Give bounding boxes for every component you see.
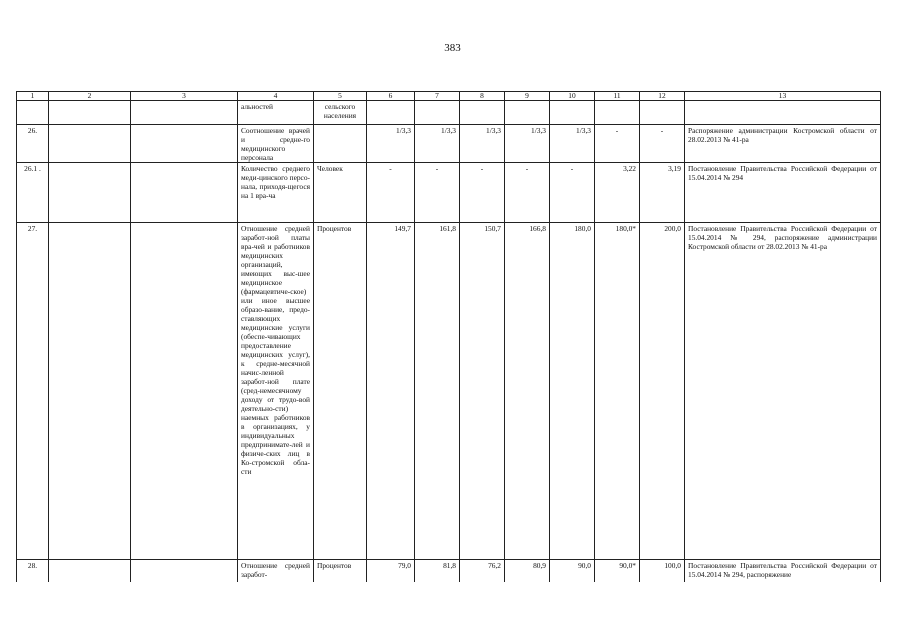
value-cell: - xyxy=(550,163,595,223)
value-cell: 161,8 xyxy=(415,223,460,560)
header-cell: 1 xyxy=(17,92,49,101)
value-cell: 76,2 xyxy=(460,560,505,582)
value-cell: 3,19 xyxy=(640,163,685,223)
value-cell xyxy=(505,101,550,125)
value-cell xyxy=(595,101,640,125)
header-cell: 4 xyxy=(238,92,314,101)
value-cell: 200,0 xyxy=(640,223,685,560)
source-cell: Распоряжение администрации Костромской области от 28.02.2013 № 41-ра xyxy=(685,125,881,163)
source-cell: Постановление Правительства Российской Федерации от 15.04.2014 № 294, распоряжение администрации Костромской области от 28.02.2013 № 41-ра xyxy=(685,223,881,560)
value-cell: - xyxy=(595,125,640,163)
empty-cell xyxy=(131,223,238,560)
value-cell: 166,8 xyxy=(505,223,550,560)
value-cell: 79,0 xyxy=(367,560,415,582)
value-cell: 1/3,3 xyxy=(460,125,505,163)
header-cell: 10 xyxy=(550,92,595,101)
empty-cell xyxy=(49,223,131,560)
source-cell xyxy=(685,101,881,125)
unit-cell xyxy=(314,125,367,163)
value-cell xyxy=(460,101,505,125)
value-cell: 90,0 xyxy=(550,560,595,582)
indicator-name: Отношение средней заработ-ной платы вра-чей и работников медицинских организаций, имеющих выс-шее медицинское (фармацевтиче-ское) или иное высшее образо-вание, предо-ставляющих медицинские услуги (обеспе-чивающих предоставление медицинских услуг), к средне-месячной начис-ленной заработ-ной плате (сред-немесячному доходу от трудо-вой деятельно-сти) наемных работников в организациях, у индивидуальных предпринимате-лей и физиче-ских лиц в Ко-стромской обла-сти xyxy=(238,223,314,560)
header-cell: 3 xyxy=(131,92,238,101)
header-cell: 5 xyxy=(314,92,367,101)
value-cell xyxy=(550,101,595,125)
row-number: 26.1 . xyxy=(17,163,49,223)
empty-cell xyxy=(49,163,131,223)
indicator-name: Количество среднего меди-цинского персо-нала, приходя-щегося на 1 вра-ча xyxy=(238,163,314,223)
value-cell: - xyxy=(460,163,505,223)
value-cell xyxy=(415,101,460,125)
table-row xyxy=(17,223,881,560)
value-cell: 100,0 xyxy=(640,560,685,582)
indicator-name: Отношение средней заработ- xyxy=(238,560,314,582)
column-number-row xyxy=(17,92,881,101)
unit-cell: Процентов xyxy=(314,560,367,582)
empty-cell xyxy=(49,101,131,125)
indicator-name: Соотношение врачей и средне-го медицинского персонала xyxy=(238,125,314,163)
table-row xyxy=(17,101,881,125)
header-cell: 8 xyxy=(460,92,505,101)
value-cell: 1/3,3 xyxy=(550,125,595,163)
value-cell: 80,9 xyxy=(505,560,550,582)
empty-cell xyxy=(131,560,238,582)
value-cell: 180,0* xyxy=(595,223,640,560)
table-row xyxy=(17,560,881,582)
table-row xyxy=(17,163,881,223)
header-cell: 11 xyxy=(595,92,640,101)
value-cell: - xyxy=(415,163,460,223)
value-cell xyxy=(367,101,415,125)
indicator-table xyxy=(16,91,881,582)
header-cell: 12 xyxy=(640,92,685,101)
value-cell: 81,8 xyxy=(415,560,460,582)
indicator-name: альностей xyxy=(238,101,314,125)
row-number xyxy=(17,101,49,125)
value-cell: 1/3,3 xyxy=(367,125,415,163)
value-cell: 1/3,3 xyxy=(505,125,550,163)
table-row xyxy=(17,125,881,163)
page-number: 383 xyxy=(444,42,461,54)
value-cell: - xyxy=(640,125,685,163)
source-cell: Постановление Правительства Российской Федерации от 15.04.2014 № 294, распоряжение xyxy=(685,560,881,582)
row-number: 26. xyxy=(17,125,49,163)
value-cell: 150,7 xyxy=(460,223,505,560)
unit-cell: Человек xyxy=(314,163,367,223)
value-cell xyxy=(640,101,685,125)
value-cell: 90,0* xyxy=(595,560,640,582)
unit-cell: Процентов xyxy=(314,223,367,560)
row-number: 27. xyxy=(17,223,49,560)
value-cell: 1/3,3 xyxy=(415,125,460,163)
value-cell: 149,7 xyxy=(367,223,415,560)
empty-cell xyxy=(49,560,131,582)
value-cell: - xyxy=(367,163,415,223)
header-cell: 9 xyxy=(505,92,550,101)
unit-cell: сельского населения xyxy=(314,101,367,125)
header-cell: 7 xyxy=(415,92,460,101)
value-cell: - xyxy=(505,163,550,223)
value-cell: 3,22 xyxy=(595,163,640,223)
empty-cell xyxy=(131,163,238,223)
empty-cell xyxy=(131,125,238,163)
header-cell: 2 xyxy=(49,92,131,101)
source-cell: Постановление Правительства Российской Федерации от 15.04.2014 № 294 xyxy=(685,163,881,223)
empty-cell xyxy=(131,101,238,125)
header-cell: 6 xyxy=(367,92,415,101)
row-number: 28. xyxy=(17,560,49,582)
empty-cell xyxy=(49,125,131,163)
value-cell: 180,0 xyxy=(550,223,595,560)
header-cell: 13 xyxy=(685,92,881,101)
